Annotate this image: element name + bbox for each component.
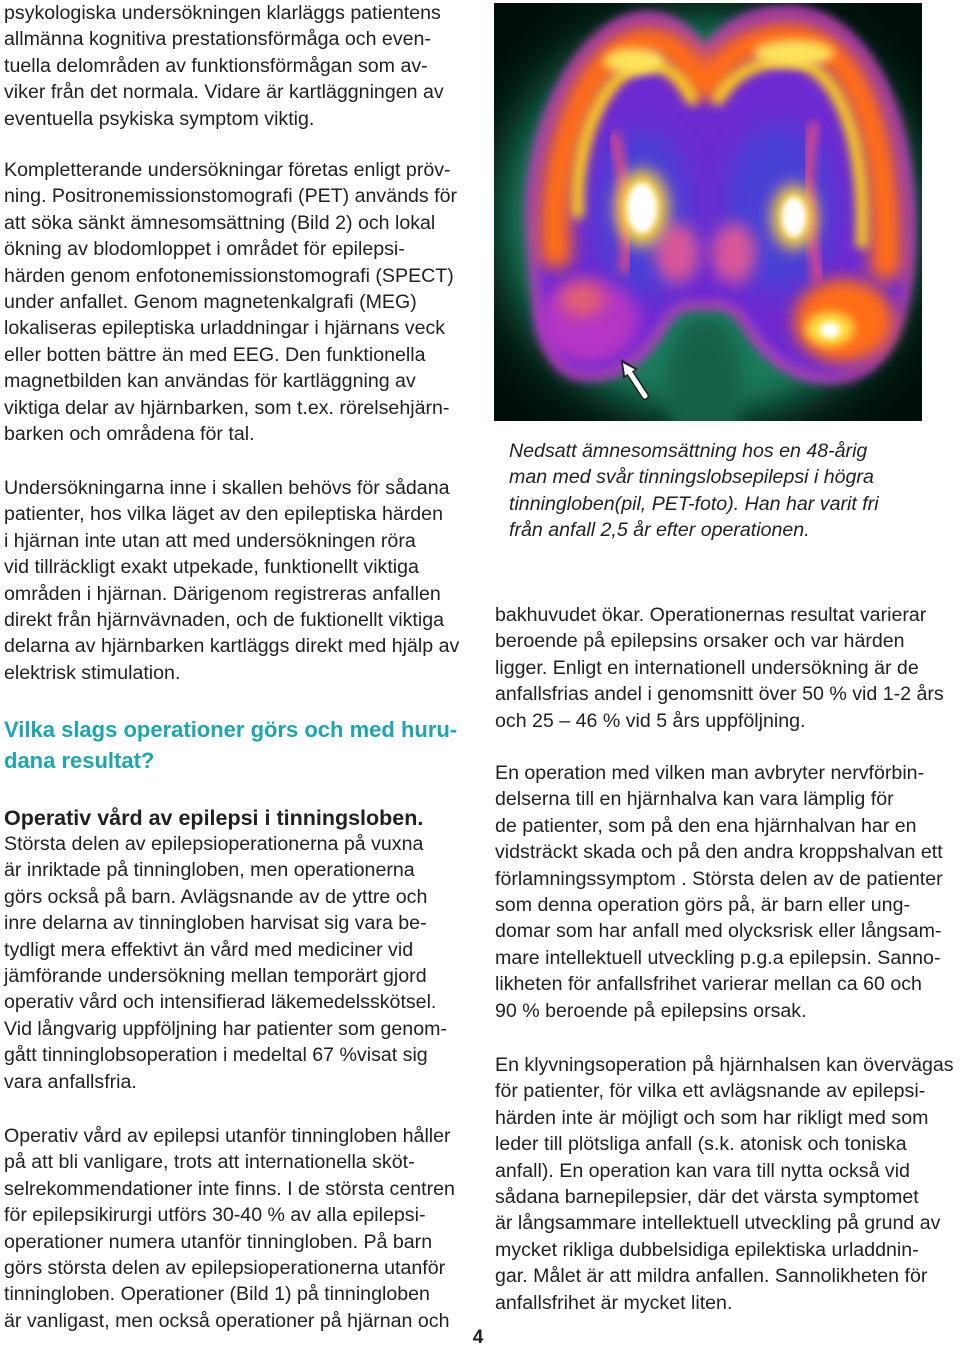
paragraph-surgery-results: bakhuvudet ökar. Operationernas resultat varierar beroende på epilepsins orsaker och var härden ligger. Enligt en internationell undersökning är de anfallsfrias andel i genomsnitt över 50 % vid 1-2 års och 25 – 46 % vid 5 års uppföljning. [495, 604, 944, 732]
paragraph-extratemporal-surgery: Operativ vård av epilepsi utanför tinningloben håller på att bli vanligare, trots att internationella sköt- selrekommendationer inte finns. I de största centren för epilepsikirurgi utförs 30-40 % av alla epilepsi- operationer numera utanför tinningloben. På barn görs största delen av epilepsioperationerna utanför tinningloben. Operationer (Bild 1) på tinningloben är vanligast, men också operationer på hjärnan och [4, 1125, 455, 1332]
paragraph-temporal-lobe-surgery: Största delen av epilepsioperationerna på vuxna är inriktade på tinningloben, men operationerna görs också på barn. Avlägsnande av de yttre och inre delarna av tinningloben harvisat sig vara be- tydligt mera effektivt än vård med mediciner vid jämförande undersökning mellan temporärt gjord operativ vård och intensifierad läkemedelsskötsel. Vid långvarig uppföljning har patienter som genom- gått tinninglobsoperation i medeltal 67 %visat sig vara anfallsfria. [4, 833, 447, 1093]
paragraph-complementary-exams: Kompletterande undersökningar företas enligt pröv- ning. Positronemissionstomografi (PET) används för att söka sänkt ämnesomsättning (Bild 2) och lokal ökning av blodomloppet i området för epilepsi- härden genom enfotonemissionstomografi (SPECT) under anfallet. Genom magnetenkalgrafi (MEG) lokaliseras epileptiska urladdningar i hjärnans veck eller botten bättre än med EEG. Den funktionella magnetbilden kan användas för kartläggning av viktiga delar av hjärnbarken, som t.ex. rörelsehjärn- barken och områdena för tal. [4, 159, 458, 446]
paragraph-callosotomy: En klyvningsoperation på hjärnhalsen kan övervägas för patienter, för vilka ett avlägsnande av epilepsi- härden inte är möjligt och som har rikligt med som leder till plötsliga anfall (s.k. atonisk och toniska anfall). En operation kan vara till nytta också vid sådana barnepilepsier, där det värsta symptomet är långsammare intellektuell utveckling på grund av mycket rikliga dubbelsidiga epilektiska urladdnin- gar. Målet är att mildra anfallen. Sannolikheten för anfallsfrihet är mycket liten. [495, 1054, 954, 1314]
subsection-heading: Operativ vård av epilepsi i tinningsloben. [4, 806, 424, 830]
page-number: 4 [472, 1327, 484, 1348]
figure-caption: Nedsatt ämnesomsättning hos en 48-årig man med svår tinningslobsepilepsi i högra tinningloben(pil, PET-foto). Han har varit fri från anfall 2,5 år efter operationen. [509, 440, 879, 542]
paragraph-intracranial-exams: Undersökningarna inne i skallen behövs för sådana patienter, hos vilka läget av den epileptiska härden i hjärnan inte utan att med undersökningen röra vid tillräckligt exakt utpekade, funktionellt viktiga områden i hjärnan. Därigenom registreras anfallen direkt från hjärnvävnaden, och de fuktionellt viktiga delarna av hjärnbarken kartläggs direkt med hjälp av elektrisk stimulation. [4, 477, 460, 684]
paragraph-hemispherotomy: En operation med vilken man avbryter nervförbin- delserna till en hjärnhalva kan vara lämplig för de patienter, som på den ena hjärnhalvan har en vidsträckt skada och på den andra kroppshalvan ett förlamningssymptom . Största delen av de patienter som denna operation görs på, är barn eller ung- domar som har anfall med olycksrisk eller långsam- mare intellektuell utveckling p.g.a epilepsin. Sanno- likheten för anfallsfrihet varierar mellan ca 60 och 90 % beroende på epilepsins orsak. [495, 762, 943, 1022]
pet-brain-image [494, 3, 922, 421]
section-heading: Vilka slags operationer görs och med huru- dana resultat? [4, 717, 458, 773]
paragraph-psychological-exam: psykologiska undersökningen klarläggs patientens allmänna kognitiva prestationsförmåga och even- tuella delområden av funktionsförmågan som av- viker från det normala. Vidare är kartläggningen av eventuella psykiska symptom viktig. [4, 2, 444, 130]
